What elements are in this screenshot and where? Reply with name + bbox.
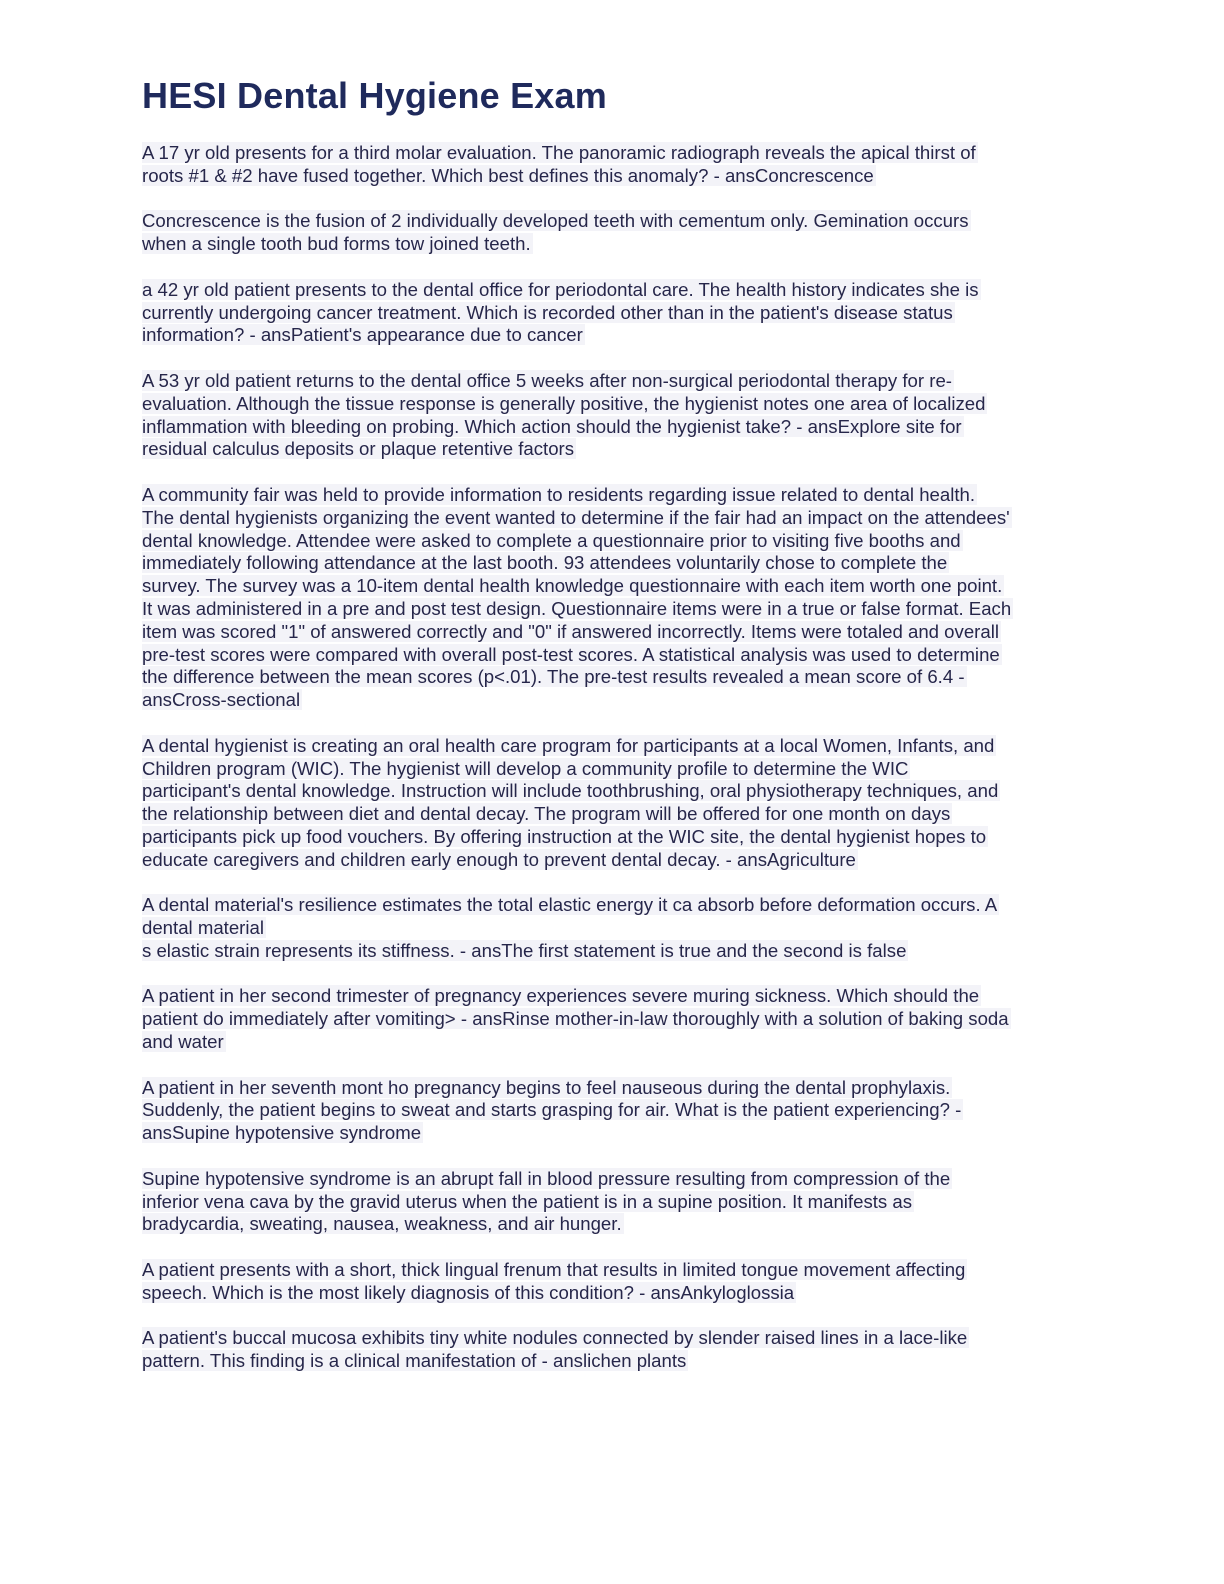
text-line bbox=[142, 940, 1087, 963]
text-line bbox=[142, 1031, 1087, 1054]
text-line-content: A 53 yr old patient returns to the dental office 5 weeks after non-surgical periodontal therapy for re- bbox=[142, 369, 952, 391]
text-line-content: inflammation with bleeding on probing. Which action should the hygienist take? - ansExplore site for bbox=[142, 415, 962, 437]
qa-paragraph bbox=[142, 142, 1087, 188]
qa-paragraph bbox=[142, 985, 1087, 1053]
text-line-content: Supine hypotensive syndrome is an abrupt fall in blood pressure resulting from compression of the bbox=[142, 1167, 951, 1189]
text-line bbox=[142, 666, 1087, 689]
text-line bbox=[142, 1350, 1087, 1373]
text-line bbox=[142, 1191, 1087, 1214]
text-line-content: ansCross-sectional bbox=[142, 689, 301, 711]
text-line-content: dental material bbox=[142, 917, 264, 939]
qa-paragraph bbox=[142, 484, 1087, 712]
text-line-content: and water bbox=[142, 1031, 224, 1053]
text-line bbox=[142, 598, 1087, 621]
text-line bbox=[142, 735, 1087, 758]
text-line bbox=[142, 210, 1087, 233]
text-line-content: participant's dental knowledge. Instruction will include toothbrushing, oral physiotherapy techniques, and bbox=[142, 780, 999, 802]
text-line-content: s elastic strain represents its stiffness. - ansThe first statement is true and the second is false bbox=[142, 939, 907, 961]
text-line-content: Concrescence is the fusion of 2 individually developed teeth with cementum only. Gemination occurs bbox=[142, 210, 969, 232]
document-page bbox=[142, 70, 1087, 1396]
text-line-content: roots #1 & #2 have fused together. Which best defines this anomaly? - ansConcrescence bbox=[142, 164, 874, 186]
text-line bbox=[142, 393, 1087, 416]
text-line bbox=[142, 1077, 1087, 1100]
text-line-content: when a single tooth bud forms tow joined teeth. bbox=[142, 233, 531, 255]
text-line-content: speech. Which is the most likely diagnosis of this condition? - ansAnkyloglossia bbox=[142, 1281, 795, 1303]
text-line bbox=[142, 689, 1087, 712]
text-line bbox=[142, 917, 1087, 940]
text-line-content: A community fair was held to provide information to residents regarding issue related to dental health. bbox=[142, 483, 976, 505]
text-line-content: educate caregivers and children early enough to prevent dental decay. - ansAgriculture bbox=[142, 848, 856, 870]
text-line bbox=[142, 1259, 1087, 1282]
text-line-content: A dental material's resilience estimates the total elastic energy it ca absorb before deformation occurs. A bbox=[142, 894, 998, 916]
text-line bbox=[142, 438, 1087, 461]
text-line bbox=[142, 370, 1087, 393]
text-line bbox=[142, 985, 1087, 1008]
text-line bbox=[142, 1008, 1087, 1031]
text-line bbox=[142, 1168, 1087, 1191]
text-line bbox=[142, 1327, 1087, 1350]
text-line bbox=[142, 758, 1087, 781]
qa-paragraph bbox=[142, 1327, 1087, 1373]
text-line-content: evaluation. Although the tissue response is generally positive, the hygienist notes one area of localized bbox=[142, 392, 986, 414]
text-line bbox=[142, 621, 1087, 644]
qa-paragraph bbox=[142, 894, 1087, 962]
text-line bbox=[142, 552, 1087, 575]
text-line-content: participants pick up food vouchers. By offering instruction at the WIC site, the dental hygienist hopes to bbox=[142, 825, 987, 847]
text-line bbox=[142, 416, 1087, 439]
text-line bbox=[142, 165, 1087, 188]
text-line bbox=[142, 1122, 1087, 1145]
qa-paragraph bbox=[142, 1168, 1087, 1236]
text-line-content: inferior vena cava by the gravid uterus when the patient is in a supine position. It manifests as bbox=[142, 1190, 913, 1212]
text-line-content: bradycardia, sweating, nausea, weakness, and air hunger. bbox=[142, 1213, 622, 1235]
text-line-content: information? - ansPatient's appearance due to cancer bbox=[142, 324, 583, 346]
text-line-content: A 17 yr old presents for a third molar evaluation. The panoramic radiograph reveals the apical thirst of bbox=[142, 142, 976, 163]
text-line-content: A patient in her second trimester of pregnancy experiences severe muring sickness. Which should the bbox=[142, 985, 980, 1007]
document-title: HESI Dental Hygiene Exam bbox=[142, 75, 607, 116]
text-line bbox=[142, 644, 1087, 667]
text-line-content: currently undergoing cancer treatment. Which is recorded other than in the patient's disease status bbox=[142, 301, 953, 323]
text-line bbox=[142, 279, 1087, 302]
qa-paragraph bbox=[142, 1077, 1087, 1145]
text-line-content: ansSupine hypotensive syndrome bbox=[142, 1122, 422, 1144]
document-body bbox=[142, 142, 1087, 1373]
text-line bbox=[142, 575, 1087, 598]
text-line bbox=[142, 826, 1087, 849]
text-line-content: The dental hygienists organizing the event wanted to determine if the fair had an impact on the attendees' bbox=[142, 506, 1010, 528]
text-line bbox=[142, 849, 1087, 872]
qa-paragraph bbox=[142, 1259, 1087, 1305]
qa-paragraph bbox=[142, 210, 1087, 256]
text-line-content: a 42 yr old patient presents to the dental office for periodontal care. The health history indicates she is bbox=[142, 278, 979, 300]
text-line-content: the difference between the mean scores (p<.01). The pre-test results revealed a mean score of 6.4 - bbox=[142, 666, 965, 688]
text-line-content: survey. The survey was a 10-item dental health knowledge questionnaire with each item worth one point. bbox=[142, 575, 1003, 597]
text-line bbox=[142, 1213, 1087, 1236]
text-line bbox=[142, 302, 1087, 325]
text-line bbox=[142, 324, 1087, 347]
text-line bbox=[142, 530, 1087, 553]
text-line-content: pattern. This finding is a clinical manifestation of - anslichen plants bbox=[142, 1350, 687, 1372]
text-line-content: dental knowledge. Attendee were asked to complete a questionnaire prior to visiting five booths and bbox=[142, 529, 961, 551]
text-line bbox=[142, 507, 1087, 530]
text-line bbox=[142, 894, 1087, 917]
text-line-content: It was administered in a pre and post test design. Questionnaire items were in a true or false format. Each bbox=[142, 597, 1012, 619]
text-line-content: pre-test scores were compared with overall post-test scores. A statistical analysis was used to determine bbox=[142, 643, 1000, 665]
text-line bbox=[142, 780, 1087, 803]
text-line bbox=[142, 142, 1087, 165]
text-line-content: A dental hygienist is creating an oral health care program for participants at a local Women, Infants, and bbox=[142, 734, 995, 756]
text-line bbox=[142, 1099, 1087, 1122]
text-line-content: residual calculus deposits or plaque retentive factors bbox=[142, 438, 575, 460]
text-line bbox=[142, 233, 1087, 256]
text-line-content: immediately following attendance at the last booth. 93 attendees voluntarily chose to complete the bbox=[142, 552, 948, 574]
text-line-content: Suddenly, the patient begins to sweat and starts grasping for air. What is the patient experiencing? - bbox=[142, 1099, 962, 1121]
text-line-content: A patient presents with a short, thick lingual frenum that results in limited tongue movement affecting bbox=[142, 1259, 966, 1281]
text-line-content: Children program (WIC). The hygienist will develop a community profile to determine the WIC bbox=[142, 757, 909, 779]
qa-paragraph bbox=[142, 370, 1087, 461]
text-line bbox=[142, 1282, 1087, 1305]
text-line-content: item was scored "1" of answered correctly and "0" if answered incorrectly. Items were totaled and overall bbox=[142, 620, 999, 642]
qa-paragraph bbox=[142, 735, 1087, 872]
text-line bbox=[142, 484, 1087, 507]
text-line-content: patient do immediately after vomiting> - ansRinse mother-in-law thoroughly with a solution of baking soda bbox=[142, 1008, 1009, 1030]
text-line bbox=[142, 803, 1087, 826]
text-line-content: A patient in her seventh mont ho pregnancy begins to feel nauseous during the dental prophylaxis. bbox=[142, 1076, 951, 1098]
text-line-content: A patient's buccal mucosa exhibits tiny white nodules connected by slender raised lines in a lace-like bbox=[142, 1327, 968, 1349]
qa-paragraph bbox=[142, 279, 1087, 347]
text-line-content: the relationship between diet and dental decay. The program will be offered for one month on days bbox=[142, 803, 951, 825]
